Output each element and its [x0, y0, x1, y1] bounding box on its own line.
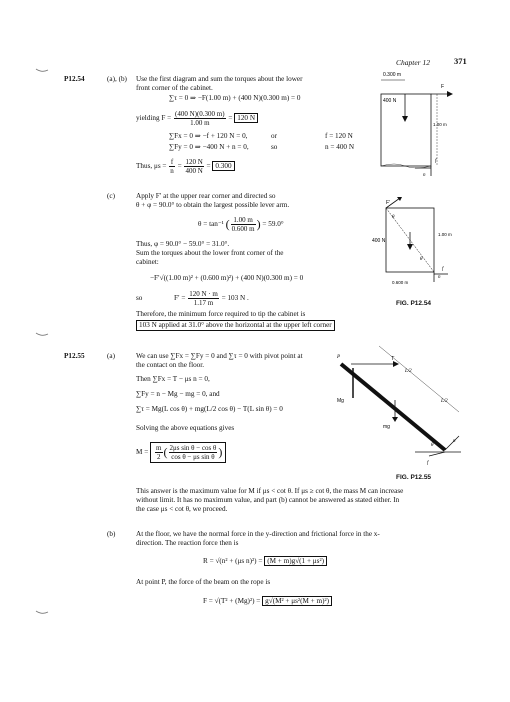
text-line: At point P, the force of the beam on the rope is [136, 578, 271, 586]
part-label: (a), (b) [107, 75, 127, 83]
part-label: (c) [107, 192, 115, 200]
paren: ) [256, 217, 261, 231]
page-number: 371 [454, 56, 467, 66]
equation: ∑τ = 0 ⇒ −F(1.00 m) + (400 N)(0.300 m) = 0 [169, 94, 301, 102]
svg-text:T: T [391, 356, 395, 362]
margin-mark [36, 332, 48, 338]
numerator: 1.00 m [231, 216, 256, 225]
text-line: This answer is the maximum value for M if μs < cot θ. If μs ≥ cot θ, the mass M can increase [136, 487, 404, 495]
equation: ∑Fx = 0 ⇒ −f + 120 N = 0, [169, 132, 248, 140]
eq-sign: = [177, 162, 182, 171]
text-line: the case μs < cot θ, we proceed. [136, 505, 228, 513]
text: so [136, 294, 143, 302]
svg-text:θ: θ [420, 257, 423, 262]
paren: ) [218, 445, 223, 459]
fraction [169, 444, 218, 461]
svg-text:θ: θ [392, 215, 395, 220]
equation [136, 158, 235, 175]
equation [203, 557, 327, 566]
text-line: Use the first diagram and sum the torques about the lower [136, 75, 303, 83]
text-line: direction. The reaction force then is [136, 539, 239, 547]
svg-text:L/2: L/2 [405, 369, 412, 374]
eq-text: = 103 N . [221, 294, 249, 303]
eq-text: R = √(n² + (μs n)²) = [203, 557, 263, 565]
text: or [271, 132, 277, 140]
svg-text:Mg: Mg [337, 398, 344, 404]
equation: ∑Fy = n − Mg − mg = 0, and [136, 390, 220, 398]
text-line: the contact on the floor. [136, 361, 205, 369]
equation [136, 442, 226, 463]
text-line: Sum the torques about the lower front corner of the [136, 249, 284, 257]
svg-text:1.00 m: 1.00 m [438, 232, 452, 237]
part-label: (b) [107, 530, 116, 538]
text-line: front corner of the cabinet. [136, 84, 213, 92]
text-line: At the floor, we have the normal force in the y-direction and frictional force in the x- [136, 530, 380, 538]
eq-text: = 59.0° [262, 220, 284, 229]
svg-text:n: n [438, 275, 441, 280]
svg-text:1.00 m: 1.00 m [433, 122, 447, 127]
numerator: 120 N [185, 158, 203, 166]
eq-text: yielding F = [136, 114, 172, 123]
text-line: without limit. It has no maximum value, and part (b) cannot be answered as stated either. In [136, 496, 400, 504]
denominator: 0.600 m [231, 225, 255, 233]
fig-p12-54-b [372, 196, 458, 296]
eq-sign: = [206, 162, 211, 171]
answer-box: 0.300 [212, 161, 234, 171]
svg-text:f: f [442, 267, 444, 272]
paren: ( [163, 445, 168, 459]
equation: Then ∑Fx = T − μs n = 0, [136, 375, 210, 383]
fraction [155, 444, 162, 461]
problem-label: P12.54 [64, 75, 85, 83]
eq-text: F = √(T² + (Mg)²) = [203, 597, 261, 605]
answer-box: 103 N applied at 31.0° above the horizontal at the upper left corner [136, 320, 335, 331]
fraction [184, 158, 203, 175]
text-line: We can use ∑Fx = ∑Fy = 0 and ∑τ = 0 with pivot point at [136, 352, 303, 360]
denominator: 2 [157, 453, 161, 461]
equation [203, 597, 332, 606]
numerator: (400 N)(0.300 m) [175, 110, 225, 118]
numerator: 2μs sin θ − cos θ [169, 444, 217, 452]
margin-mark [36, 610, 48, 616]
svg-text:L/2: L/2 [441, 399, 448, 404]
equation [136, 110, 258, 127]
result: n = 400 N [325, 143, 355, 151]
margin-mark [36, 68, 48, 74]
figure-caption: FIG. P12.55 [396, 474, 432, 481]
numerator: 120 N · m [189, 290, 218, 298]
equation: ∑Fy = 0 ⇒ −400 N + n = 0, [169, 143, 249, 151]
eq-text: M = [136, 448, 149, 457]
answer-box [150, 442, 226, 463]
equation [198, 216, 284, 233]
svg-text:P: P [337, 355, 341, 360]
result: f = 120 N [325, 132, 353, 140]
svg-text:n: n [453, 439, 456, 444]
svg-text:400 N: 400 N [372, 238, 386, 244]
denominator: 1.17 m [193, 299, 214, 307]
equation: −F′√((1.00 m)² + (0.600 m)²) + (400 N)(0.300 m) = 0 [150, 274, 304, 282]
answer-box: (M + m)g√(1 + μs²) [264, 556, 327, 566]
svg-text:0.300 m: 0.300 m [383, 72, 402, 78]
text: so [271, 143, 278, 151]
fraction [231, 216, 256, 233]
fraction [169, 158, 175, 175]
svg-text:F′: F′ [386, 200, 390, 206]
text-line: θ + φ = 90.0° to obtain the largest possible lever arm. [136, 201, 290, 209]
equation [174, 290, 249, 307]
svg-text:0.600 m: 0.600 m [392, 280, 409, 285]
denominator: n [170, 167, 174, 175]
svg-text:f: f [435, 159, 437, 164]
fig-p12-55 [335, 342, 465, 472]
denominator: cos θ − μs sin θ [171, 453, 215, 461]
svg-text:n: n [423, 173, 426, 178]
text-line: Therefore, the minimum force required to tip the cabinet is [136, 310, 306, 318]
text-line: Thus, φ = 90.0° − 59.0° = 31.0°. [136, 240, 230, 248]
part-label: (a) [107, 352, 115, 360]
numerator: m [156, 444, 162, 452]
text-line: Solving the above equations gives [136, 424, 235, 432]
svg-text:400 N: 400 N [383, 98, 397, 104]
numerator: f [170, 158, 174, 166]
chapter-label: Chapter 12 [396, 58, 430, 67]
fraction [174, 110, 226, 127]
eq-sign: = [228, 114, 233, 123]
text-line: cabinet: [136, 258, 159, 266]
answer-box: 120 N [234, 113, 258, 123]
svg-text:θ: θ [431, 443, 434, 448]
eq-text: Thus, μs = [136, 162, 167, 171]
denominator: 1.00 m [190, 119, 210, 127]
eq-text: θ = tan⁻¹ [198, 220, 224, 229]
paren: ( [225, 217, 230, 231]
answer-box: g√(M² + μs²(M + m)²) [262, 596, 332, 606]
denominator: 400 N [185, 167, 203, 175]
fig-p12-54-a [375, 72, 455, 180]
figure-caption: FIG. P12.54 [396, 300, 432, 307]
svg-text:f: f [427, 461, 429, 466]
fraction [188, 290, 219, 307]
eq-text: F′ = [174, 294, 186, 303]
text-line: Apply F′ at the upper rear corner and directed so [136, 192, 276, 200]
svg-text:mg: mg [383, 424, 390, 430]
problem-label: P12.55 [64, 352, 85, 360]
svg-text:F: F [441, 84, 445, 90]
equation: ∑τ = Mg(L cos θ) + mg(L/2 cos θ) − T(L sin θ) = 0 [136, 405, 283, 413]
